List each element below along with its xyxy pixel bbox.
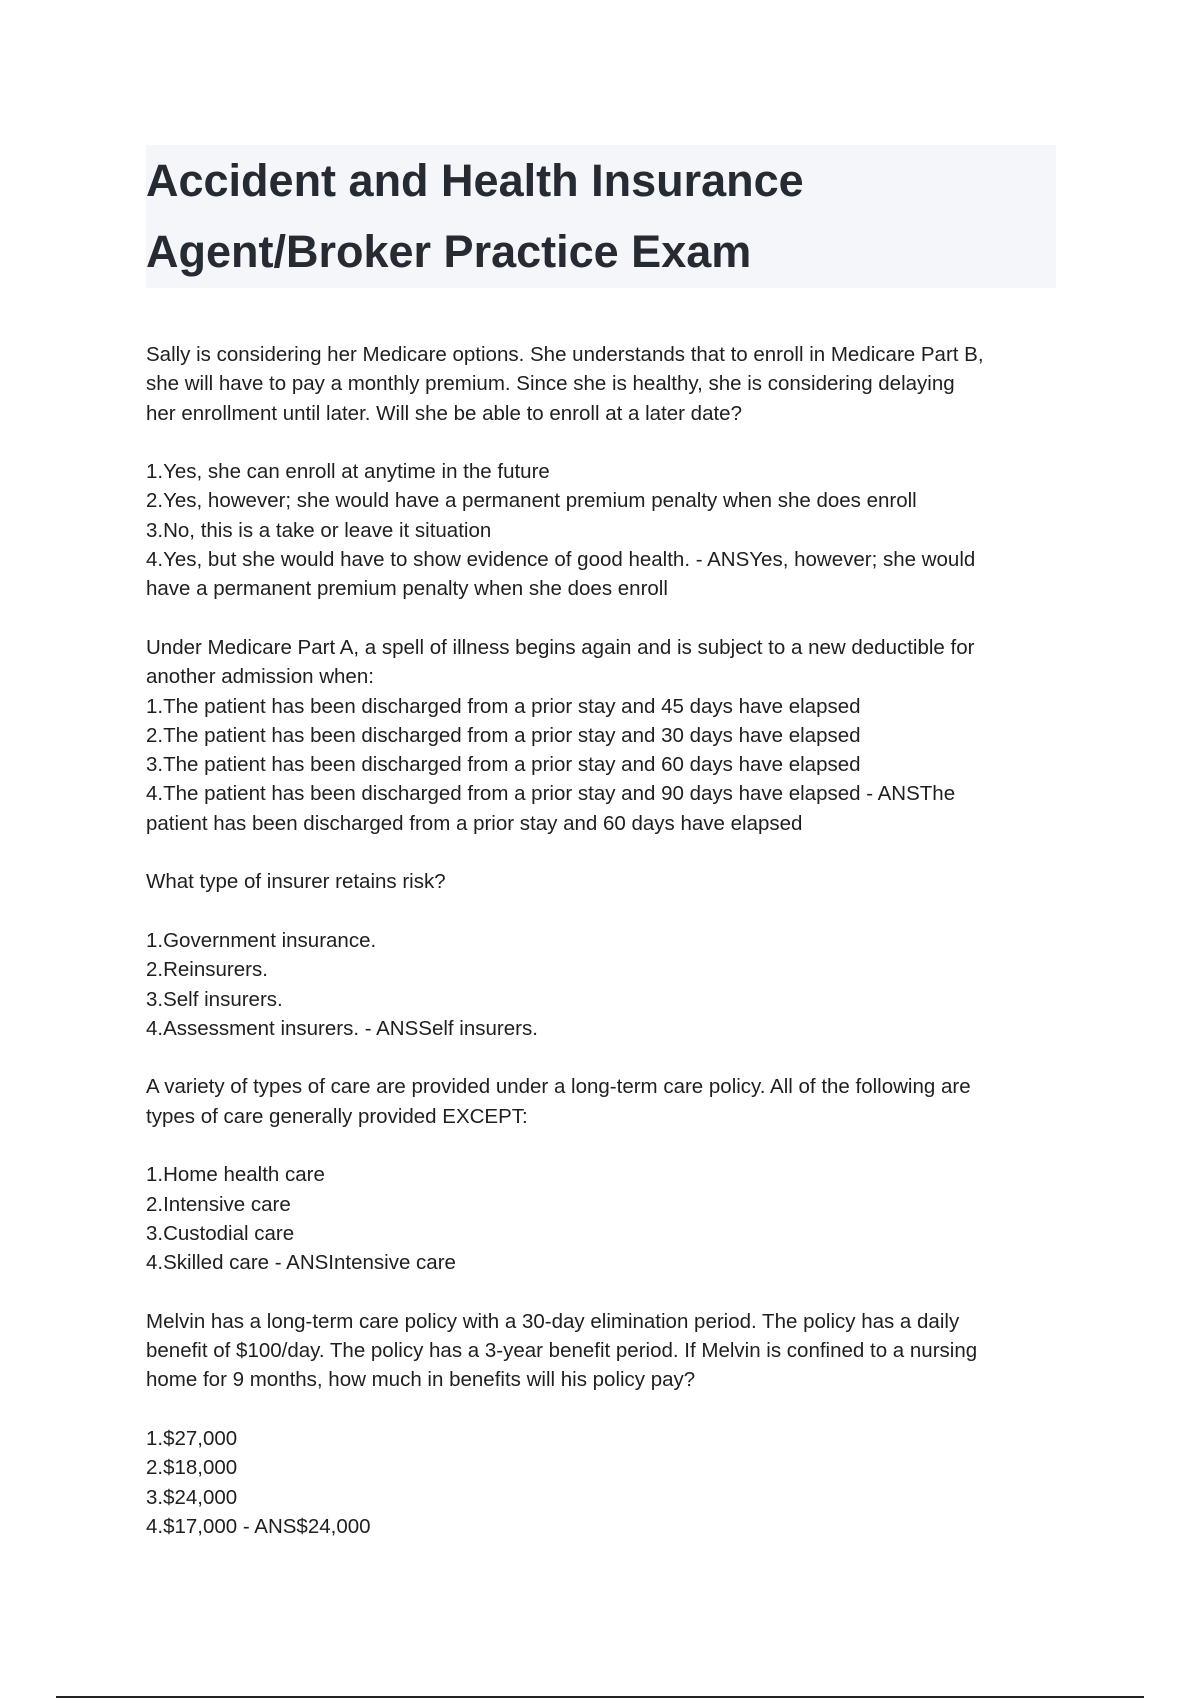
question-prompt bbox=[146, 633, 1066, 692]
option-line: 3.No, this is a take or leave it situation bbox=[146, 518, 492, 542]
option-line: have a permanent premium penalty when she does enroll bbox=[146, 577, 668, 601]
question-block bbox=[146, 1307, 1066, 1541]
answer-options bbox=[146, 1424, 1066, 1541]
option-line: 1.$27,000 bbox=[146, 1426, 238, 1450]
option-line: 2.Reinsurers. bbox=[146, 958, 268, 982]
option-line: 1.Government insurance. bbox=[146, 928, 377, 952]
option-line: patient has been discharged from a prior stay and 60 days have elapsed bbox=[146, 811, 803, 835]
prompt-line: Melvin has a long-term care policy with a 30-day elimination period. The policy has a daily bbox=[146, 1309, 960, 1333]
prompt-line: types of care generally provided EXCEPT: bbox=[146, 1104, 528, 1128]
prompt-line: home for 9 months, how much in benefits will his policy pay? bbox=[146, 1368, 696, 1392]
question-prompt bbox=[146, 1072, 1066, 1131]
option-line: 3.Custodial care bbox=[146, 1221, 295, 1245]
question-prompt bbox=[146, 867, 1066, 896]
footer-divider bbox=[56, 1696, 1144, 1698]
title-banner bbox=[146, 145, 1056, 288]
option-line: 1.Yes, she can enroll at anytime in the future bbox=[146, 460, 550, 484]
option-line: 3.The patient has been discharged from a prior stay and 60 days have elapsed bbox=[146, 753, 861, 777]
prompt-line: benefit of $100/day. The policy has a 3-year benefit period. If Melvin is confined to a nursing bbox=[146, 1339, 978, 1363]
prompt-line: What type of insurer retains risk? bbox=[146, 870, 446, 894]
prompt-line: Under Medicare Part A, a spell of illness begins again and is subject to a new deductible for bbox=[146, 635, 975, 659]
prompt-line: she will have to pay a monthly premium. Since she is healthy, she is considering delaying bbox=[146, 372, 955, 396]
option-line: 4.The patient has been discharged from a prior stay and 90 days have elapsed - ANSThe bbox=[146, 782, 956, 806]
answer-options bbox=[146, 692, 1066, 838]
option-line: 2.The patient has been discharged from a prior stay and 30 days have elapsed bbox=[146, 723, 861, 747]
option-line: 2.$18,000 bbox=[146, 1456, 238, 1480]
option-line: 4.Yes, but she would have to show evidence of good health. - ANSYes, however; she would bbox=[146, 548, 976, 572]
prompt-line: A variety of types of care are provided under a long-term care policy. All of the following are bbox=[146, 1075, 971, 1099]
question-prompt bbox=[146, 340, 1066, 428]
option-line: 4.Skilled care - ANSIntensive care bbox=[146, 1251, 456, 1275]
question-block bbox=[146, 340, 1066, 604]
answer-options bbox=[146, 926, 1066, 1043]
prompt-line: another admission when: bbox=[146, 665, 374, 689]
option-line: 1.Home health care bbox=[146, 1163, 325, 1187]
answer-options bbox=[146, 1160, 1066, 1277]
question-block bbox=[146, 867, 1066, 1043]
page-title-line-2: Agent/Broker Practice Exam bbox=[146, 226, 752, 277]
option-line: 4.Assessment insurers. - ANSSelf insurers. bbox=[146, 1016, 538, 1040]
page-title-line-1: Accident and Health Insurance bbox=[146, 155, 804, 206]
option-line: 4.$17,000 - ANS$24,000 bbox=[146, 1514, 371, 1538]
prompt-line: Sally is considering her Medicare options. She understands that to enroll in Medicare Part B, bbox=[146, 343, 984, 366]
question-list bbox=[146, 340, 1066, 1541]
prompt-line: her enrollment until later. Will she be able to enroll at a later date? bbox=[146, 401, 742, 425]
question-block bbox=[146, 633, 1066, 838]
option-line: 2.Yes, however; she would have a permanent premium penalty when she does enroll bbox=[146, 489, 917, 513]
answer-options bbox=[146, 457, 1066, 603]
option-line: 1.The patient has been discharged from a prior stay and 45 days have elapsed bbox=[146, 694, 861, 718]
option-line: 2.Intensive care bbox=[146, 1192, 291, 1216]
question-prompt bbox=[146, 1307, 1066, 1395]
question-block bbox=[146, 1072, 1066, 1277]
option-line: 3.$24,000 bbox=[146, 1485, 238, 1509]
option-line: 3.Self insurers. bbox=[146, 987, 283, 1011]
